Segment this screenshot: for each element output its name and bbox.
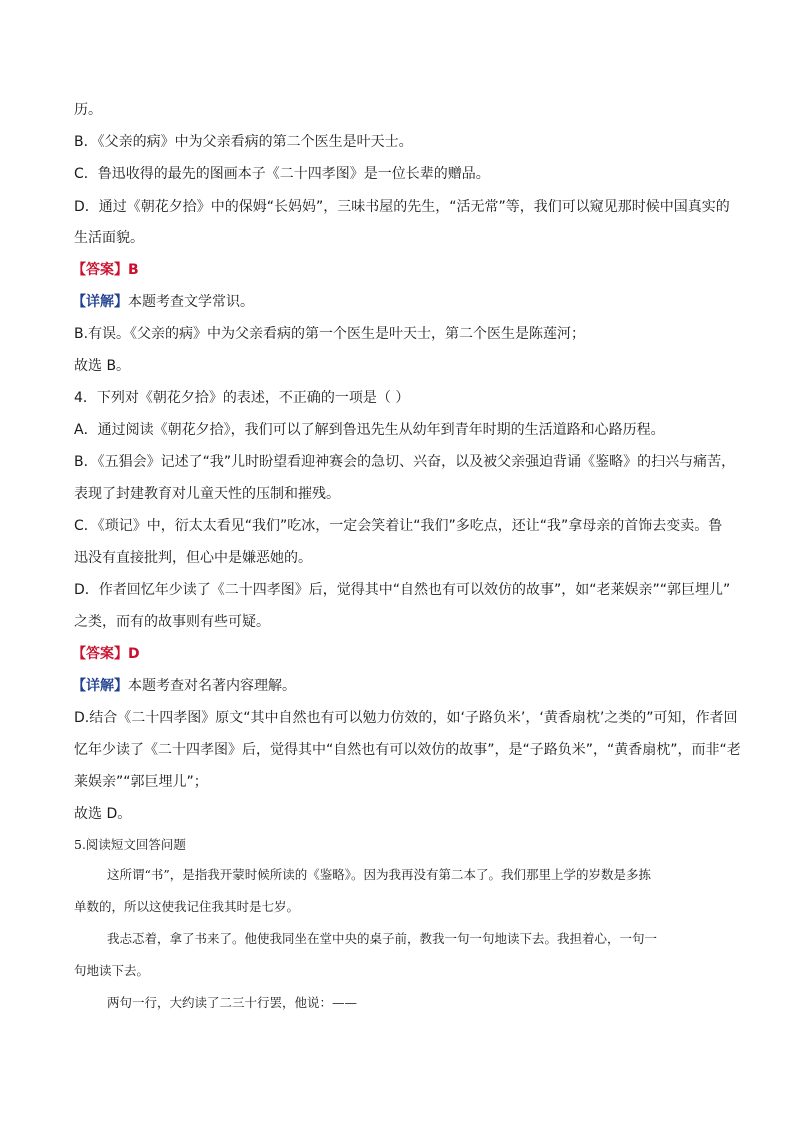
- q5-stem: 5.阅读短文回答问题: [74, 837, 186, 852]
- q4-option-c-line1: C．《琐记》中，衍太太看见“我们”吃冰，一定会笑着让“我们”多吃点，还让“我”拿母亲的首饰去变卖。鲁: [74, 518, 723, 534]
- answer-tag: 【答案】: [72, 262, 128, 278]
- q3-explanation: B.有误。《父亲的病》中为父亲看病的第一个医生是叶天士，第二个医生是陈莲河；: [74, 326, 586, 342]
- q3-detail: [72, 293, 254, 311]
- detail-text: 本题考查对名著内容理解。: [128, 678, 296, 694]
- detail-tag: 【详解】: [72, 294, 128, 310]
- detail-text: 本题考查文学常识。: [128, 294, 254, 310]
- q4-explanation-line3: 莱娱亲”“郭巨埋儿”；: [74, 774, 208, 790]
- q4-stem: 4．下列对《朝花夕拾》的表述，不正确的一项是（ ）: [74, 390, 410, 406]
- q3-option-b: B．《父亲的病》中为父亲看病的第二个医生是叶天士。: [74, 134, 413, 150]
- q4-option-d-line1: D．作者回忆年少读了《二十四孝图》后，觉得其中“自然也有可以效仿的故事”，如“老莱娱亲”“郭巨埋儿”: [74, 582, 731, 598]
- q4-option-c-line2: 迅没有直接批判，但心中是嫌恶她的。: [74, 550, 312, 566]
- q3-option-d-line2: 生活面貌。: [74, 230, 144, 246]
- passage-p1-line2: 单数的，所以这使我记住我其时是七岁。: [74, 899, 300, 914]
- q3-continuation: 历。: [74, 102, 102, 118]
- q4-option-a: A．通过阅读《朝花夕拾》，我们可以了解到鲁迅先生从幼年到青年时期的生活道路和心路历程。: [74, 422, 665, 438]
- answer-value: B: [128, 262, 139, 278]
- q4-detail: [72, 677, 296, 695]
- q3-option-d-line1: D．通过《朝花夕拾》中的保姆“长妈妈”，三味书屋的先生，“活无常”等，我们可以窥见那时候中国真实的: [74, 199, 730, 215]
- q4-choose: 故选 D。: [74, 806, 132, 822]
- q4-explanation-line2: 忆年少读了《二十四孝图》后，觉得其中“自然也有可以效仿的故事”，是“子路负米”，“黄香扇枕”，而非“老: [74, 742, 741, 758]
- detail-tag: 【详解】: [72, 678, 128, 694]
- answer-value: D: [128, 646, 140, 662]
- q3-choose: 故选 B。: [74, 358, 131, 374]
- passage-p1-line1: 这所谓“书”，是指我开蒙时候所读的《鉴略》。因为我再没有第二本了。我们那里上学的岁数是多拣: [107, 867, 652, 882]
- passage-p2-line2: 句地读下去。: [74, 963, 150, 978]
- answer-tag: 【答案】: [72, 646, 128, 662]
- q4-answer: [72, 645, 140, 663]
- passage-p2-line1: 我忐忑着，拿了书来了。他使我同坐在堂中央的桌子前，教我一句一句地读下去。我担着心，一句一: [107, 931, 658, 946]
- passage-p3: 两句一行，大约读了二三十行罢，他说：——: [107, 995, 358, 1010]
- q3-option-c: C．鲁迅收得的最先的图画本子《二十四孝图》是一位长辈的赠品。: [74, 166, 490, 182]
- q3-answer: [72, 261, 139, 279]
- q4-option-b-line2: 表现了封建教育对儿童天性的压制和摧残。: [74, 486, 340, 502]
- q4-explanation-line1: D.结合《二十四孝图》原文“其中自然也有可以勉力仿效的，如‘子路负米’，‘黄香扇枕’之类的”可知，作者回: [74, 710, 738, 726]
- q4-option-d-line2: 之类，而有的故事则有些可疑。: [74, 614, 270, 630]
- q4-option-b-line1: B．《五猖会》记述了“我”儿时盼望看迎神赛会的急切、兴奋，以及被父亲强迫背诵《鉴略》的扫兴与痛苦，: [74, 454, 736, 470]
